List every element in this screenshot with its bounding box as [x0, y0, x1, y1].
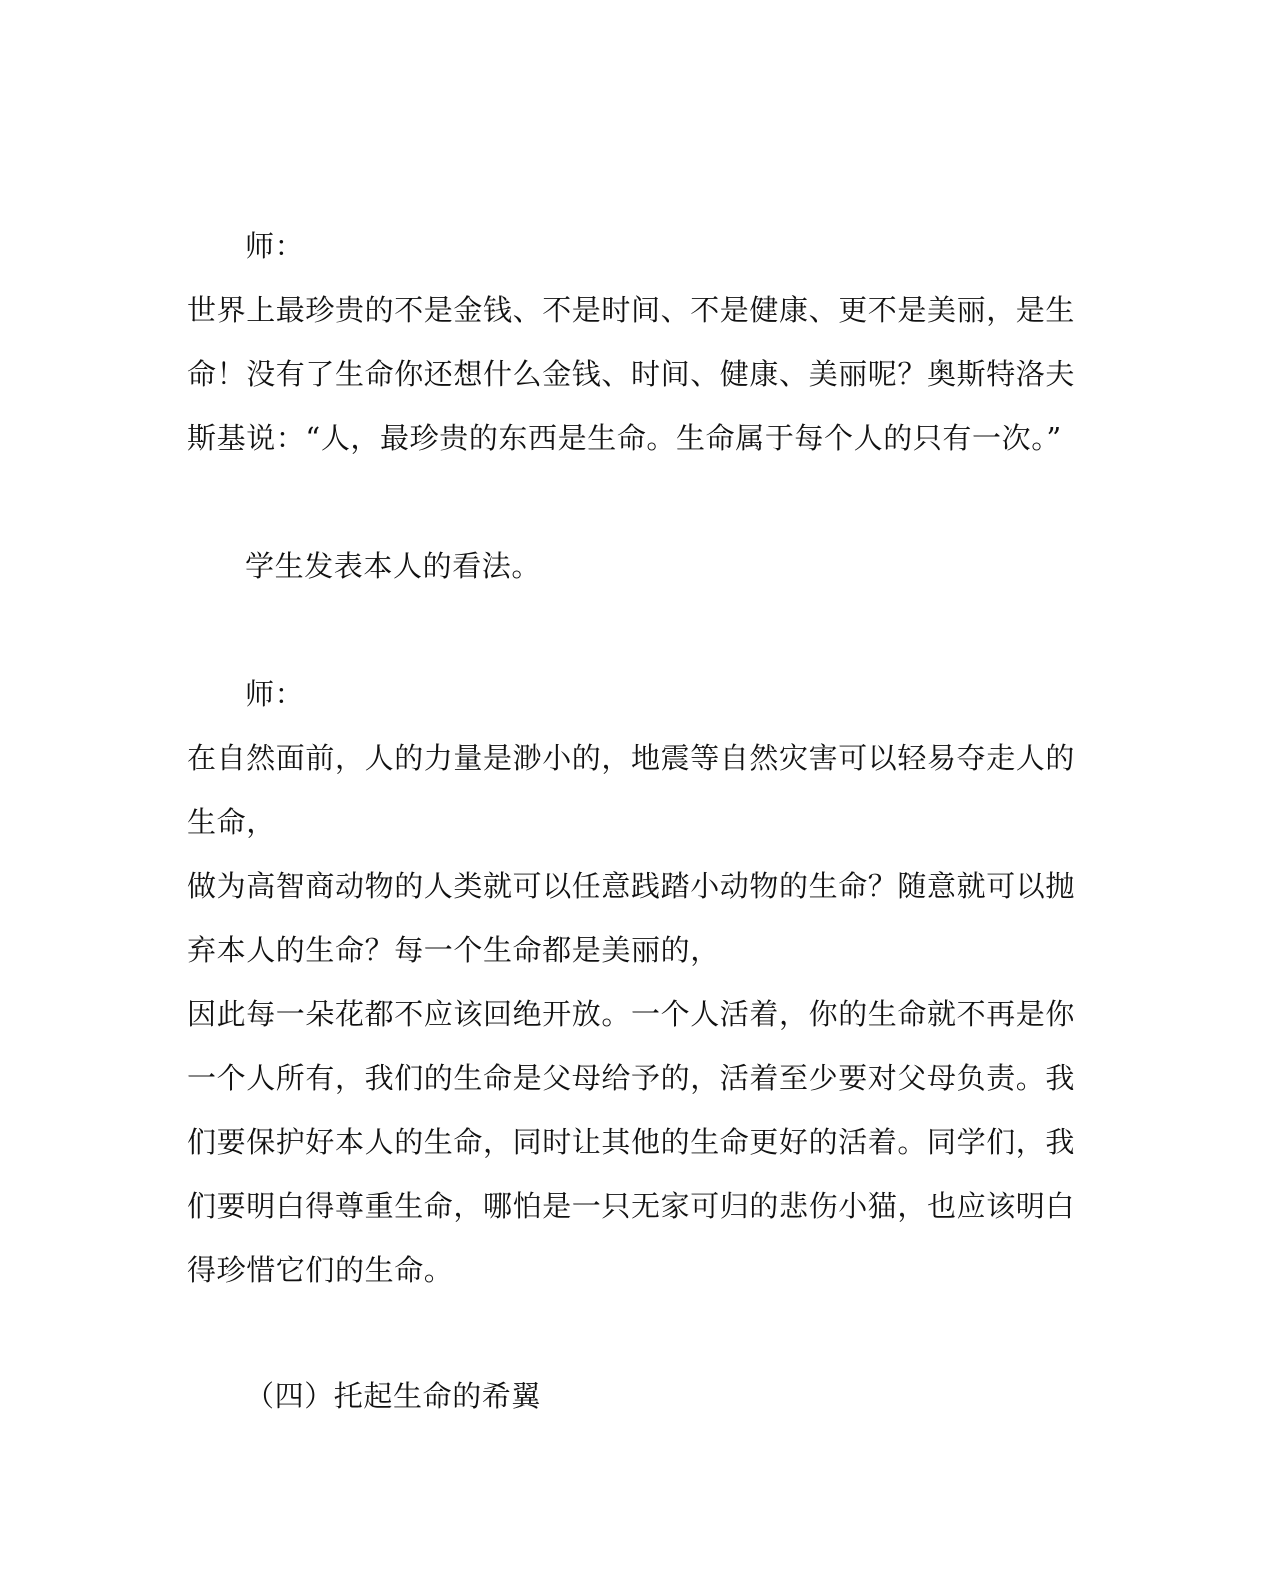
paragraph-line: 因此每一朵花都不应该回绝开放。一个人活着，你的生命就不再是你	[187, 997, 1076, 1031]
paragraph-line: 生命，	[187, 805, 276, 839]
section-heading: （四）托起生命的希翼	[245, 1379, 542, 1413]
teacher-label: 师：	[245, 229, 305, 263]
paragraph-line: 们要明白得尊重生命，哪怕是一只无家可归的悲伤小猫，也应该明白	[187, 1189, 1076, 1223]
student-response-line: 学生发表本人的看法。	[245, 549, 542, 583]
paragraph-line: 命！没有了生命你还想什么金钱、时间、健康、美丽呢？奥斯特洛夫	[187, 357, 1076, 391]
teacher-label: 师：	[245, 677, 305, 711]
paragraph-line: 弃本人的生命？每一个生命都是美丽的，	[187, 933, 720, 967]
paragraph-line: 斯基说：“人，最珍贵的东西是生命。生命属于每个人的只有一次。”	[187, 421, 1062, 455]
paragraph-line: 得珍惜它们的生命。	[187, 1253, 454, 1287]
paragraph-line: 做为高智商动物的人类就可以任意践踏小动物的生命？随意就可以抛	[187, 869, 1076, 903]
paragraph-line: 在自然面前，人的力量是渺小的，地震等自然灾害可以轻易夺走人的	[187, 741, 1076, 775]
paragraph-line: 世界上最珍贵的不是金钱、不是时间、不是健康、更不是美丽，是生	[187, 293, 1076, 327]
paragraph-line: 一个人所有，我们的生命是父母给予的，活着至少要对父母负责。我	[187, 1061, 1076, 1095]
paragraph-line: 们要保护好本人的生命，同时让其他的生命更好的活着。同学们，我	[187, 1125, 1076, 1159]
